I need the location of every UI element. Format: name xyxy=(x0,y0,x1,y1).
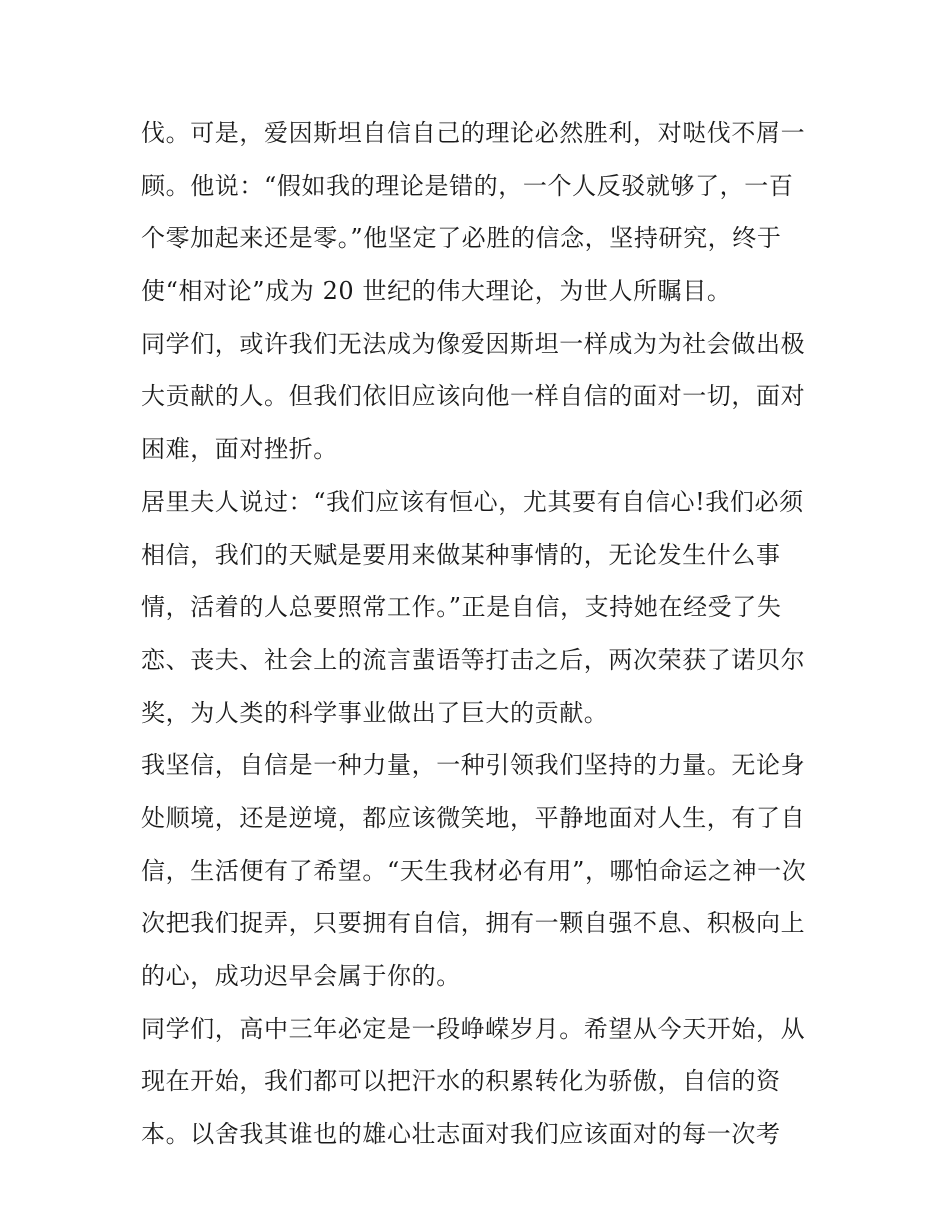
text-line: 恋、丧夫、社会上的流言蜚语等打击之后，两次荣获了诺贝尔 xyxy=(141,645,806,674)
text-line: 大贡献的人。但我们依旧应该向他一样自信的面对一切，面对 xyxy=(141,382,806,411)
text-line: 现在开始，我们都可以把汗水的积累转化为骄傲，自信的资 xyxy=(141,1067,781,1096)
text-line: 的心，成功迟早会属于你的。 xyxy=(141,962,461,990)
text-line: 伐。可是，爱因斯坦自信自己的理论必然胜利，对哒伐不屑一 xyxy=(141,119,806,147)
text-line: 信，生活便有了希望。“天生我材必有用”，哪怕命运之神一次 xyxy=(141,856,807,885)
text-line: 情，活着的人总要照常工作。”正是自信，支持她在经受了失 xyxy=(141,593,782,622)
text-line: 个零加起来还是零。”他坚定了必胜的信念，坚持研究，终于 xyxy=(141,224,782,253)
text-line: 同学们，或许我们无法成为像爱因斯坦一样成为为社会做出极 xyxy=(141,329,806,358)
text-line: 次把我们捉弄，只要拥有自信，拥有一颗自强不息、积极向上 xyxy=(141,909,806,938)
text-line: 困难，面对挫折。 xyxy=(141,435,338,464)
text-line: 同学们，高中三年必定是一段峥嵘岁月。希望从今天开始，从 xyxy=(141,1014,806,1043)
text-line: 顾。他说：“假如我的理论是错的，一个人反驳就够了，一百 xyxy=(141,171,794,200)
text-line: 我坚信，自信是一种力量，一种引领我们坚持的力量。无论身 xyxy=(141,751,806,780)
text-line: 本。以舍我其谁也的雄心壮志面对我们应该面对的每一次考 xyxy=(141,1120,781,1149)
text-line: 奖，为人类的科学事业做出了巨大的贡献。 xyxy=(141,698,609,727)
body-text xyxy=(141,107,821,1161)
text-line: 处顺境，还是逆境，都应该微笑地，平静地面对人生，有了自 xyxy=(141,803,806,832)
text-line: 相信，我们的天赋是要用来做某种事情的，无论发生什么事 xyxy=(141,540,781,569)
text-line: 居里夫人说过：“我们应该有恒心，尤其要有自信心!我们必须 xyxy=(141,487,804,516)
text-line: 使“相对论”成为 20 世纪的伟大理论，为世人所瞩目。 xyxy=(141,277,732,306)
